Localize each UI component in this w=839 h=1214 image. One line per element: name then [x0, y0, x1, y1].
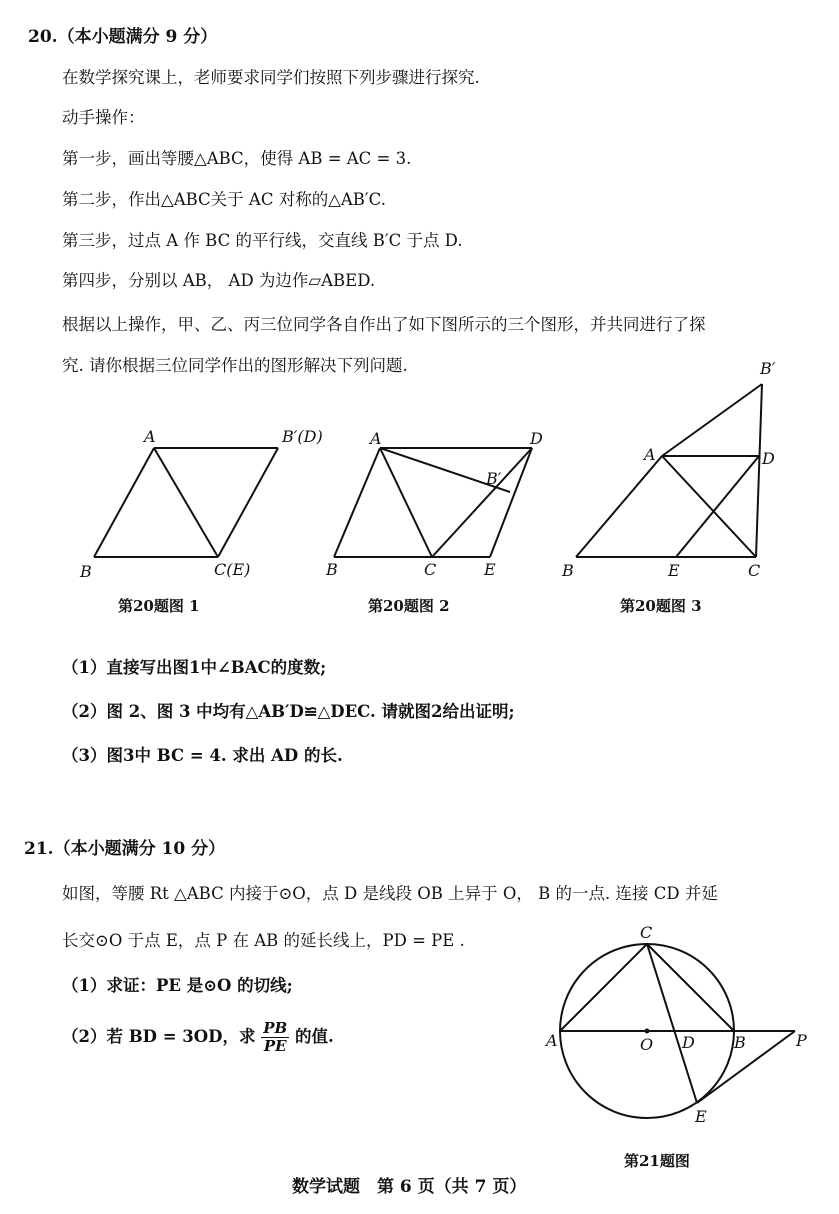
q20-figure-3 — [556, 356, 796, 586]
q21-sub2 — [62, 1020, 334, 1055]
q21-fraction-numerator: PB — [263, 1019, 288, 1037]
fig1-label-bd: B′(D) — [282, 427, 323, 446]
q20-paragraph-line2: 究. 请你根据三位同学作出的图形解决下列问题. — [62, 356, 408, 375]
q21-line1: 如图，等腰 Rt △ABC 内接于⊙O，点 D 是线段 OB 上异于 O， B 的一点. 连接 CD 并延 — [62, 884, 718, 903]
fig21-label-a: A — [546, 1031, 558, 1050]
q21-sub2-prefix: （2）若 BD = 3OD，求 — [62, 1027, 256, 1046]
fig1-label-b: B — [80, 562, 92, 581]
q21-header: 21.（本小题满分 10 分） — [24, 839, 226, 859]
fig2-label-b: B — [326, 560, 338, 579]
center-point-o — [645, 1029, 650, 1034]
fig2-label-c: C — [424, 560, 437, 579]
q20-sub3: （3）图3中 BC = 4. 求出 AD 的长. — [62, 746, 343, 765]
q20-sub1: （1）直接写出图1中∠BAC的度数; — [62, 658, 327, 677]
q20-intro: 在数学探究课上，老师要求同学们按照下列步骤进行探究. — [62, 68, 480, 87]
fig21-caption: 第21题图 — [624, 1152, 690, 1170]
q20-figure-2 — [320, 420, 570, 585]
q20-step3: 第三步，过点 A 作 BC 的平行线，交直线 B′C 于点 D. — [62, 231, 463, 250]
q20-step2: 第二步，作出△ABC关于 AC 对称的△AB′C. — [62, 190, 386, 209]
fig3-label-b: B — [562, 561, 574, 580]
fig2-label-a: A — [370, 429, 382, 448]
fig2-label-d: D — [530, 429, 543, 448]
fig21-label-e: E — [695, 1107, 707, 1125]
q21-sub1: （1）求证：PE 是⊙O 的切线; — [62, 976, 293, 995]
q21-sub2-suffix: 的值. — [294, 1027, 334, 1046]
fig2-caption: 第20题图 2 — [368, 597, 450, 615]
fig3-label-a: A — [644, 445, 656, 464]
q21-figure — [540, 920, 830, 1125]
q20-header: 20.（本小题满分 9 分） — [28, 27, 218, 47]
fig21-label-b: B — [734, 1033, 746, 1052]
q21-line2: 长交⊙O 于点 E，点 P 在 AB 的延长线上，PD = PE . — [62, 931, 465, 950]
q20-step4: 第四步，分别以 AB， AD 为边作▱ABED. — [62, 271, 376, 290]
fig21-label-c: C — [640, 923, 653, 942]
q20-figure-1 — [70, 420, 340, 585]
q21-fraction-denominator: PE — [263, 1037, 287, 1055]
fig3-label-e: E — [668, 561, 680, 580]
fig3-label-b-prime: B′ — [760, 359, 776, 378]
fig21-label-d: D — [682, 1033, 695, 1052]
fig3-label-c: C — [748, 561, 761, 580]
fig21-label-o: O — [640, 1035, 654, 1054]
fig2-label-b-prime: B′ — [486, 469, 502, 488]
fig2-label-e: E — [484, 560, 496, 579]
fig3-label-d: D — [762, 449, 775, 468]
q20-sub2: （2）图 2、图 3 中均有△AB′D≌△DEC. 请就图2给出证明; — [62, 702, 515, 721]
page-footer: 数学试题 第 6 页（共 7 页） — [292, 1177, 527, 1197]
fig1-caption: 第20题图 1 — [118, 597, 200, 615]
fig1-label-a: A — [144, 427, 156, 446]
fig3-caption: 第20题图 3 — [620, 597, 702, 615]
q20-hands-on: 动手操作： — [62, 108, 145, 127]
q21-fraction — [261, 1020, 289, 1055]
q20-paragraph-line1: 根据以上操作，甲、乙、丙三位同学各自作出了如下图所示的三个图形，并共同进行了探 — [62, 315, 706, 334]
fig1-label-ce: C(E) — [214, 560, 251, 579]
fig21-label-p: P — [796, 1031, 807, 1050]
q20-step1: 第一步，画出等腰△ABC，使得 AB = AC = 3. — [62, 149, 412, 168]
